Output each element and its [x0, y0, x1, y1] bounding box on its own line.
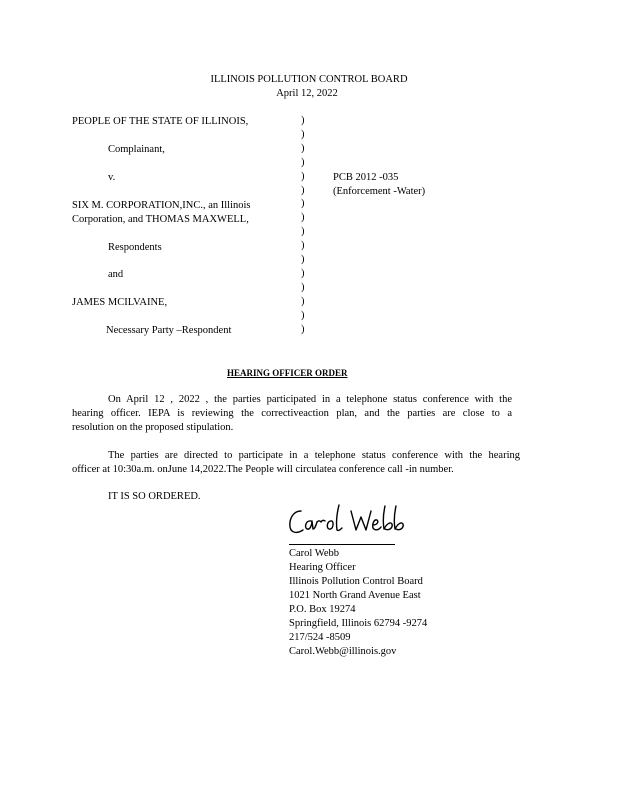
caption-paren-column: [301, 114, 311, 337]
versus-label: v.: [108, 172, 116, 183]
paragraph-directive: [72, 449, 520, 477]
and-label: and: [108, 269, 124, 280]
complainant-role: Complainant,: [108, 144, 165, 155]
paragraph-line: resolution on the proposed stipulation.: [72, 422, 234, 433]
caption-paren: ): [301, 142, 305, 154]
board-name-heading: ILLINOIS POLLUTION CONTROL BOARD: [210, 74, 408, 85]
caption-paren: ): [301, 281, 305, 293]
caption-paren: ): [301, 226, 305, 238]
signer-email: Carol.Webb@illinois.gov: [289, 646, 397, 657]
caption-paren: ): [301, 184, 305, 196]
signer-city: Springfield, Illinois 62794 -9274: [289, 618, 428, 629]
signer-po-box: P.O. Box 19274: [289, 604, 356, 615]
paragraph-status-conference: [72, 393, 512, 435]
order-date: April 12, 2022: [276, 88, 338, 99]
caption-paren: ): [301, 115, 305, 126]
signer-title: Hearing Officer: [289, 562, 356, 573]
caption-paren: ): [301, 267, 305, 279]
caption-paren: ): [301, 170, 305, 182]
necessary-party-role: Necessary Party –Respondent: [106, 325, 232, 336]
caption-paren: ): [301, 309, 305, 321]
respondents-role: Respondents: [108, 242, 162, 253]
respondent-name-line2: Corporation, and THOMAS MAXWELL,: [72, 214, 249, 225]
handwritten-signature: [287, 503, 415, 541]
caption-paren: ): [301, 240, 305, 252]
caption-paren: ): [301, 212, 305, 224]
order-title: HEARING OFFICER ORDER: [227, 368, 348, 378]
signer-phone: 217/524 -8509: [289, 632, 351, 643]
caption-paren: ): [301, 156, 305, 168]
caption-paren: ): [301, 323, 305, 335]
caption-paren: ): [301, 198, 305, 210]
paragraph-line: On April 12 , 2022 , the parties participated in a telephone status conference with the: [108, 394, 512, 405]
caption-paren: ): [301, 295, 305, 307]
paragraph-line: officer at 10:30a.m. onJune 14,2022.The People will circulatea conference call -in number.: [72, 464, 454, 475]
case-number: PCB 2012 -035: [333, 172, 399, 183]
signer-street: 1021 North Grand Avenue East: [289, 590, 421, 601]
signer-agency: Illinois Pollution Control Board: [289, 576, 423, 587]
case-type: (Enforcement -Water): [333, 186, 426, 197]
necessary-party-name: JAMES MCILVAINE,: [72, 297, 168, 308]
paragraph-line: The parties are directed to participate in a telephone status conference with the hearing: [108, 450, 520, 461]
caption-paren: ): [301, 128, 305, 140]
respondent-name-line1: SIX M. CORPORATION,INC., an Illinois: [72, 200, 251, 211]
caption-paren: ): [301, 254, 305, 266]
signer-name: Carol Webb: [289, 548, 339, 559]
complainant-name: PEOPLE OF THE STATE OF ILLINOIS,: [72, 116, 249, 127]
so-ordered: IT IS SO ORDERED.: [108, 491, 201, 502]
paragraph-line: hearing officer. IEPA is reviewing the correctiveaction plan, and the parties are close to a: [72, 408, 512, 419]
signature-line: [289, 544, 395, 545]
